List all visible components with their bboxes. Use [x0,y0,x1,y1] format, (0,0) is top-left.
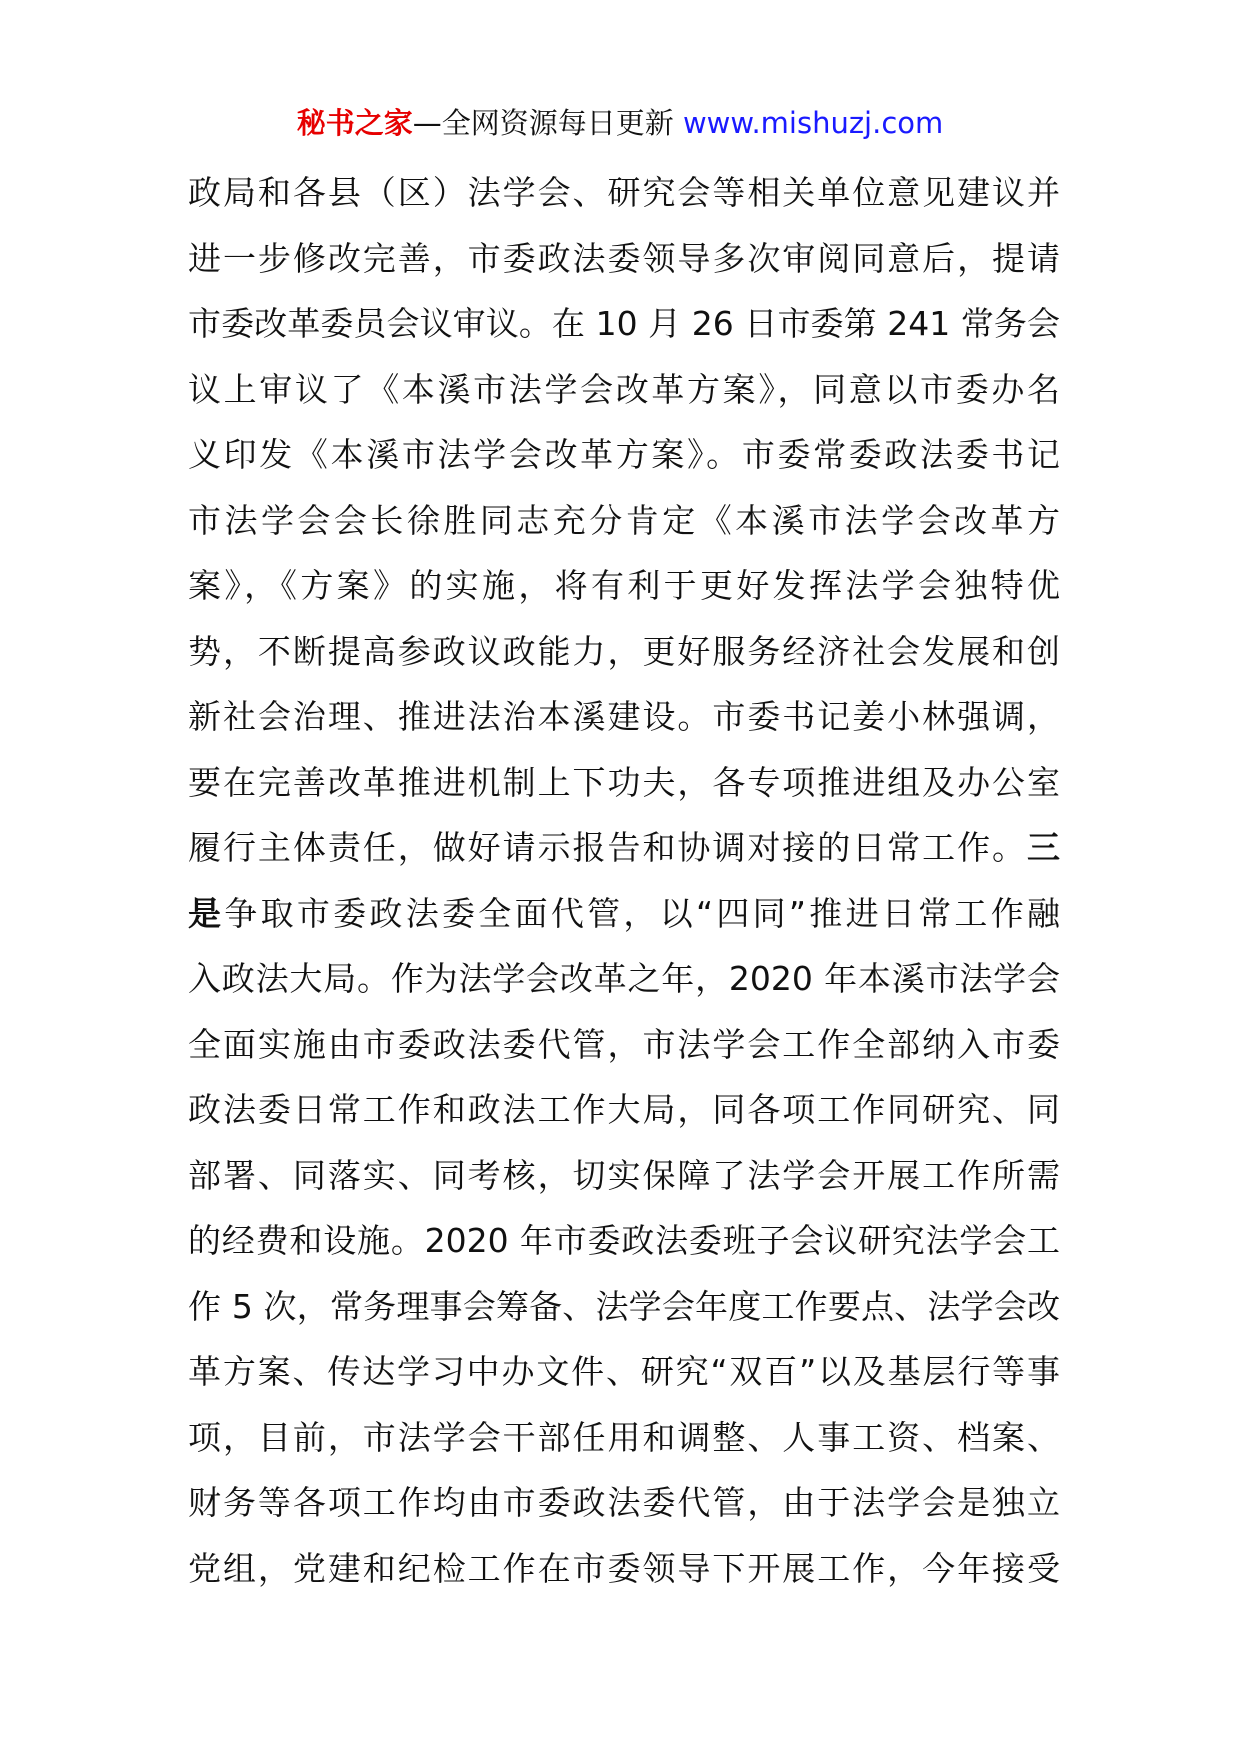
bold-marker: 是 [188,893,225,933]
text-line: 新社会治理、推进法治本溪建设。市委书记姜小林强调， [188,697,1060,736]
text-line: 党组，党建和纪检工作在市委领导下开展工作，今年接受 [188,1548,1060,1588]
text-line: 的经费和设施。2020 年市委政法委班子会议研究法学会工 [188,1221,1060,1260]
text-segment: 履行主体责任，做好请示报告和协调对接的日常工作。 [188,828,1027,867]
text-line [188,881,1060,947]
text-line: 政法委日常工作和政法工作大局，同各项工作同研究、同 [188,1090,1060,1129]
text-line: 政局和各县（区）法学会、研究会等相关单位意见建议并 [188,173,1060,212]
text-line: 入政法大局。作为法学会改革之年，2020 年本溪市法学会 [188,959,1060,998]
text-segment: 争取市委政法委全面代管，以“四同”推进日常工作融 [224,893,1061,933]
text-line: 案》，《方案》的实施，将有利于更好发挥法学会独特优 [188,566,1060,605]
text-line: 项，目前，市法学会干部任用和调整、人事工资、档案、 [188,1417,1060,1457]
text-line: 财务等各项工作均由市委政法委代管，由于法学会是独立 [188,1483,1060,1522]
text-line: 议上审议了《本溪市法学会改革方案》，同意以市委办名 [188,369,1060,409]
brand-name: 秘书之家 [296,106,413,140]
text-line: 市委改革委员会议审议。在 10 月 26 日市委第 241 常务会 [188,304,1060,343]
text-line: 全面实施由市委政法委代管，市法学会工作全部纳入市委 [188,1024,1060,1064]
text-line: 进一步修改完善，市委政法委领导多次审阅同意后，提请 [188,238,1060,278]
website-link[interactable]: www.mishuzj.com [682,106,944,140]
text-line: 革方案、传达学习中办文件、研究“双百”以及基层行等事 [188,1352,1060,1391]
text-line: 部署、同落实、同考核，切实保障了法学会开展工作所需 [188,1155,1060,1195]
header-tagline: —全网资源每日更新 [412,106,674,140]
text-line: 市法学会会长徐胜同志充分肯定《本溪市法学会改革方 [188,500,1060,540]
page-header [0,103,1240,143]
text-line: 要在完善改革推进机制上下功夫，各专项推进组及办公室 [188,762,1060,802]
text-line [188,815,1060,881]
text-line: 作 5 次，常务理事会筹备、法学会年度工作要点、法学会改 [188,1286,1060,1326]
text-line: 义印发《本溪市法学会改革方案》。市委常委政法委书记 [188,435,1060,474]
text-line: 势，不断提高参政议政能力，更好服务经济社会发展和创 [188,631,1060,671]
document-body [188,160,1060,1601]
bold-marker: 三 [1027,828,1060,867]
